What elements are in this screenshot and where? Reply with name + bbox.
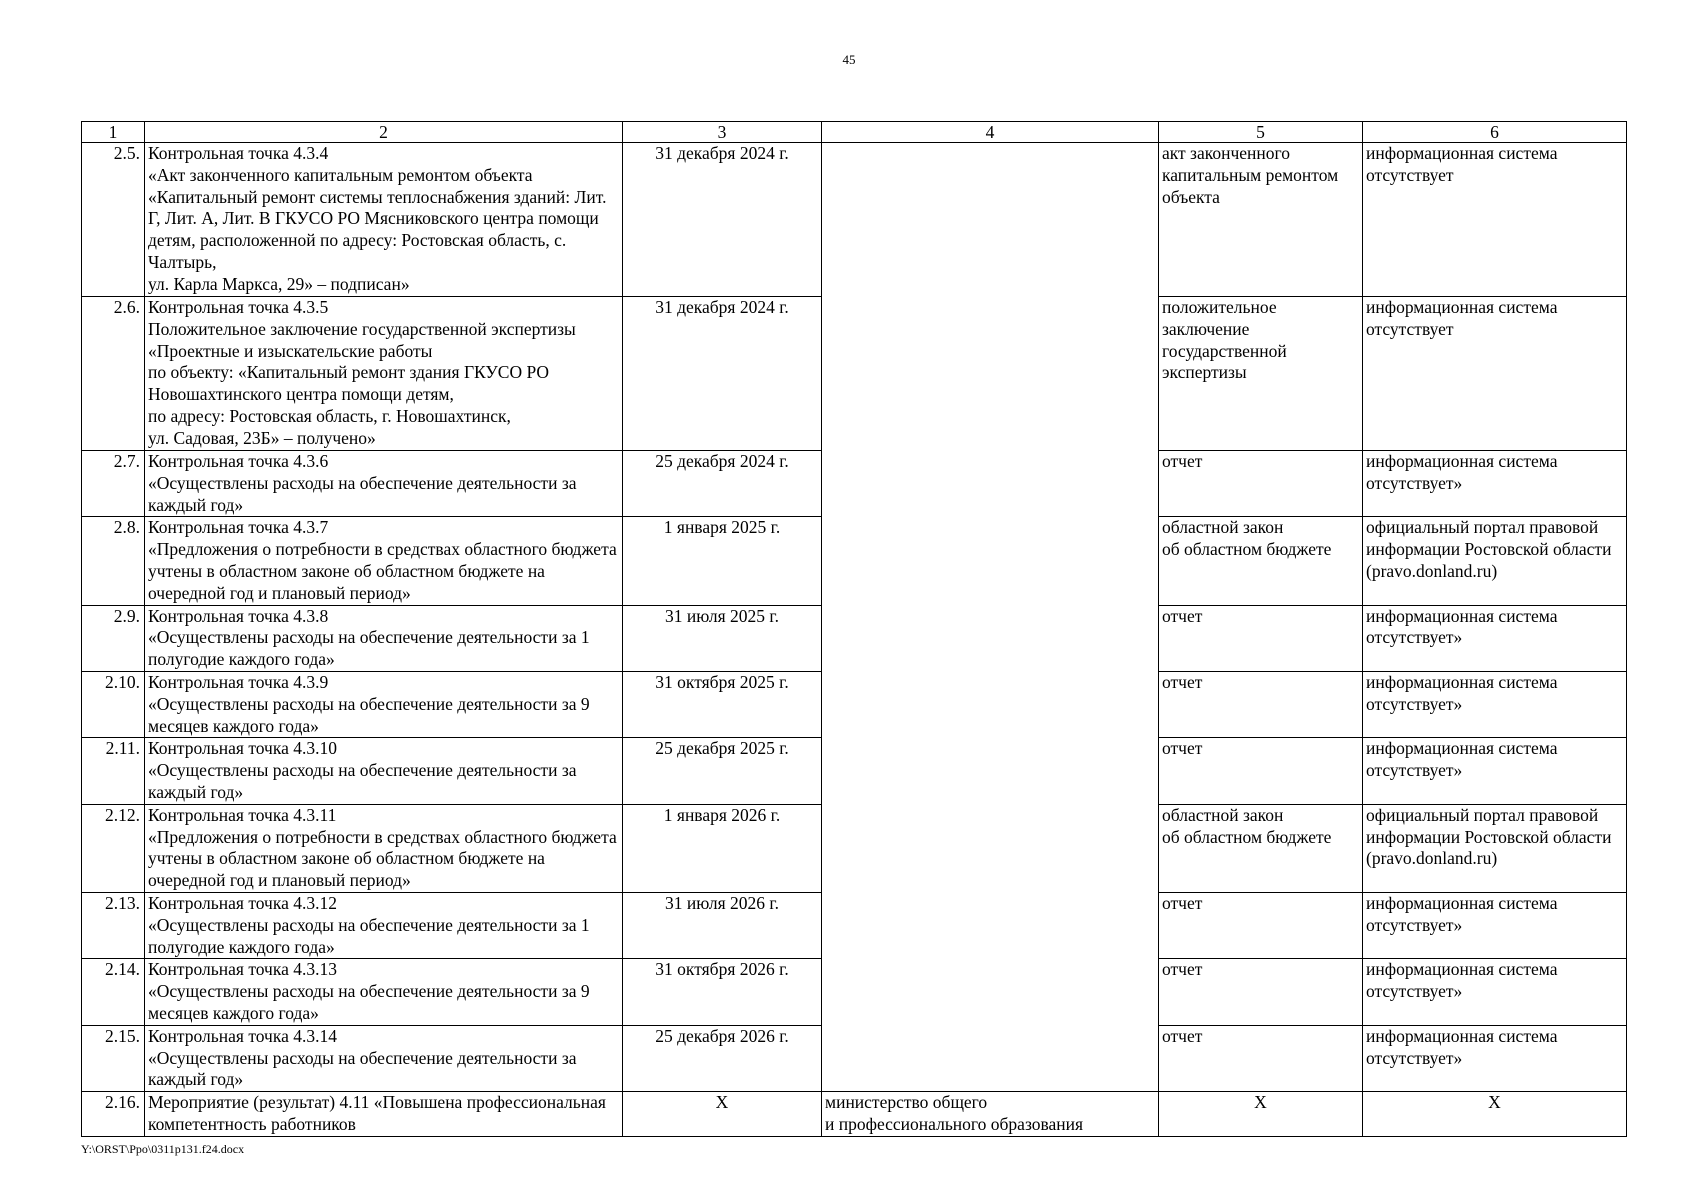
row-document: отчет — [1159, 892, 1363, 958]
row-number: 2.6. — [82, 297, 145, 451]
footer-file-path: Y:\ORST\Ppo\0311p131.f24.docx — [81, 1142, 245, 1156]
row-description: Контрольная точка 4.3.7 «Предложения о потребности в средствах областного бюджета учтены в областном законе об областном бюджете на очередной год и плановый период» — [145, 517, 623, 605]
row-info-system: информационная система отсутствует» — [1363, 605, 1627, 671]
row-description: Контрольная точка 4.3.11 «Предложения о потребности в средствах областного бюджета учтены в областном законе об областном бюджете на очередной год и плановый период» — [145, 804, 623, 892]
row-info-system: X — [1363, 1092, 1627, 1137]
row-description: Контрольная точка 4.3.5 Положительное заключение государственной экспертизы «Проектные и изыскательские работы по объекту: «Капитальный ремонт здания ГКУСО РО Новошахтинского центра помощи детям, по адресу: Ростовская область, г. Новошахтинск, ул. Садовая, 23Б» – получено» — [145, 297, 623, 451]
row-number: 2.14. — [82, 959, 145, 1025]
row-document: X — [1159, 1092, 1363, 1137]
row-document: отчет — [1159, 738, 1363, 804]
row-number: 2.10. — [82, 671, 145, 737]
row-document: акт законченного капитальным ремонтом объекта — [1159, 143, 1363, 297]
row-deadline: 31 июля 2026 г. — [623, 892, 822, 958]
row-document: областной закон об областном бюджете — [1159, 517, 1363, 605]
row-document: отчет — [1159, 959, 1363, 1025]
row-deadline: 1 января 2025 г. — [623, 517, 822, 605]
row-responsible: министерство общего и профессионального образования — [822, 1092, 1159, 1137]
row-info-system: информационная система отсутствует» — [1363, 892, 1627, 958]
page-number: 45 — [842, 52, 856, 67]
row-deadline: X — [623, 1092, 822, 1137]
row-description: Контрольная точка 4.3.8 «Осуществлены расходы на обеспечение деятельности за 1 полугодие каждого года» — [145, 605, 623, 671]
row-deadline: 25 декабря 2025 г. — [623, 738, 822, 804]
column-header: 2 — [145, 122, 623, 143]
row-info-system: информационная система отсутствует — [1363, 297, 1627, 451]
row-description: Контрольная точка 4.3.6 «Осуществлены расходы на обеспечение деятельности за каждый год» — [145, 451, 623, 517]
row-info-system: информационная система отсутствует» — [1363, 959, 1627, 1025]
row-number: 2.8. — [82, 517, 145, 605]
row-deadline: 31 декабря 2024 г. — [623, 143, 822, 297]
row-info-system: официальный портал правовой информации Ростовской области (pravo.donland.ru) — [1363, 517, 1627, 605]
column-header: 6 — [1363, 122, 1627, 143]
table-header-row — [82, 122, 1627, 143]
row-number: 2.7. — [82, 451, 145, 517]
row-deadline: 1 января 2026 г. — [623, 804, 822, 892]
control-points-table — [81, 121, 1627, 1137]
row-description: Контрольная точка 4.3.12 «Осуществлены расходы на обеспечение деятельности за 1 полугодие каждого года» — [145, 892, 623, 958]
row-description: Контрольная точка 4.3.9 «Осуществлены расходы на обеспечение деятельности за 9 месяцев каждого года» — [145, 671, 623, 737]
table-row — [82, 1092, 1627, 1137]
row-info-system: информационная система отсутствует» — [1363, 1025, 1627, 1091]
row-deadline: 25 декабря 2024 г. — [623, 451, 822, 517]
column-header: 3 — [623, 122, 822, 143]
row-document: областной закон об областном бюджете — [1159, 804, 1363, 892]
responsible-cell-merged — [822, 143, 1159, 1092]
row-description: Контрольная точка 4.3.4 «Акт законченного капитальным ремонтом объекта «Капитальный ремонт системы теплоснабжения зданий: Лит. Г, Лит. А, Лит. В ГКУСО РО Мясниковского центра помощи детям, расположенной по адресу: Ростовская область, с. Чалтырь, ул. Карла Маркса, 29» – подписан» — [145, 143, 623, 297]
row-info-system: информационная система отсутствует — [1363, 143, 1627, 297]
table-row — [82, 143, 1627, 297]
row-description: Мероприятие (результат) 4.11 «Повышена профессиональная компетентность работников — [145, 1092, 623, 1137]
row-document: отчет — [1159, 605, 1363, 671]
row-description: Контрольная точка 4.3.13 «Осуществлены расходы на обеспечение деятельности за 9 месяцев каждого года» — [145, 959, 623, 1025]
row-number: 2.9. — [82, 605, 145, 671]
row-deadline: 31 октября 2025 г. — [623, 671, 822, 737]
row-deadline: 31 декабря 2024 г. — [623, 297, 822, 451]
row-info-system: информационная система отсутствует» — [1363, 738, 1627, 804]
row-number: 2.11. — [82, 738, 145, 804]
row-description: Контрольная точка 4.3.14 «Осуществлены расходы на обеспечение деятельности за каждый год» — [145, 1025, 623, 1091]
row-info-system: официальный портал правовой информации Ростовской области (pravo.donland.ru) — [1363, 804, 1627, 892]
column-header: 5 — [1159, 122, 1363, 143]
row-number: 2.12. — [82, 804, 145, 892]
row-deadline: 31 июля 2025 г. — [623, 605, 822, 671]
row-number: 2.5. — [82, 143, 145, 297]
row-info-system: информационная система отсутствует» — [1363, 451, 1627, 517]
column-header: 1 — [82, 122, 145, 143]
row-number: 2.15. — [82, 1025, 145, 1091]
row-info-system: информационная система отсутствует» — [1363, 671, 1627, 737]
row-number: 2.13. — [82, 892, 145, 958]
row-document: отчет — [1159, 1025, 1363, 1091]
row-deadline: 25 декабря 2026 г. — [623, 1025, 822, 1091]
row-deadline: 31 октября 2026 г. — [623, 959, 822, 1025]
row-number: 2.16. — [82, 1092, 145, 1137]
row-document: отчет — [1159, 451, 1363, 517]
row-document: отчет — [1159, 671, 1363, 737]
column-header: 4 — [822, 122, 1159, 143]
row-description: Контрольная точка 4.3.10 «Осуществлены расходы на обеспечение деятельности за каждый год» — [145, 738, 623, 804]
row-document: положительное заключение государственной экспертизы — [1159, 297, 1363, 451]
